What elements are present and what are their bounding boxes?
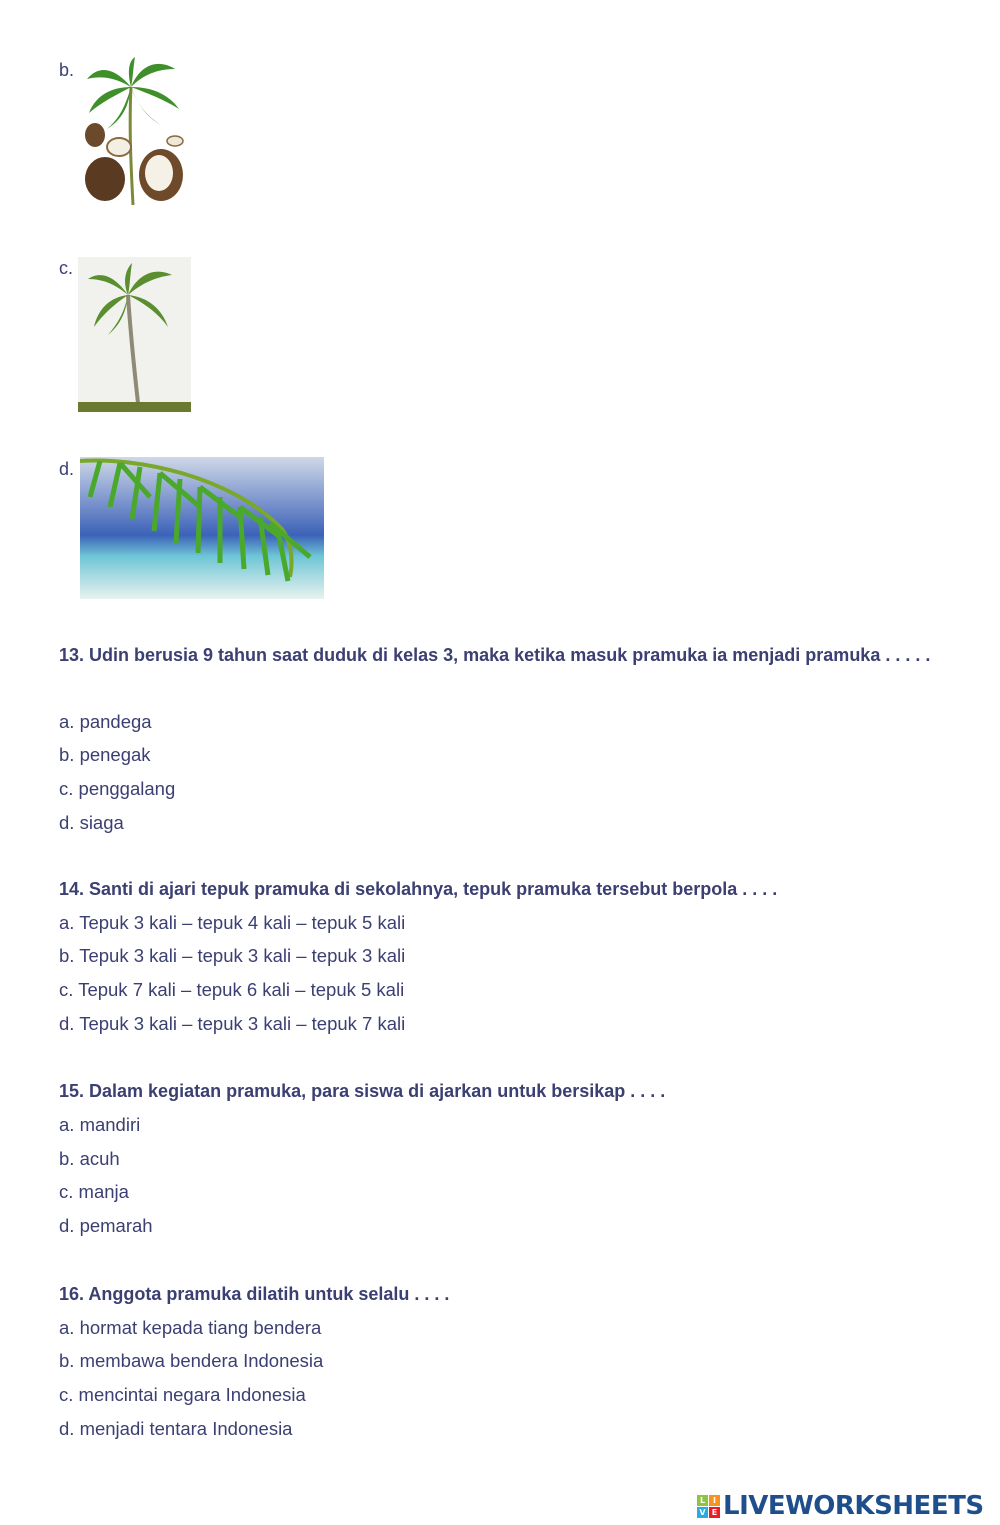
image-option-b-label: b. bbox=[59, 60, 75, 80]
q15-option-c[interactable]: c. manja bbox=[59, 1181, 129, 1202]
q14-option-d[interactable]: d. Tepuk 3 kali – tepuk 3 kali – tepuk 7 kali bbox=[59, 1013, 406, 1034]
logo-letter-v: V bbox=[697, 1507, 708, 1518]
q13-option-a[interactable]: a. pandega bbox=[59, 711, 152, 732]
q16-option-c[interactable]: c. mencintai negara Indonesia bbox=[59, 1384, 306, 1405]
q14-option-a[interactable]: a. Tepuk 3 kali – tepuk 4 kali – tepuk 5 kali bbox=[59, 912, 406, 933]
question-13-text: 13. Udin berusia 9 tahun saat duduk di kelas 3, maka ketika masuk pramuka ia menjadi pramuka . . . . . bbox=[59, 645, 931, 665]
logo-grid-icon bbox=[697, 1495, 720, 1518]
image-option-c-label: c. bbox=[59, 258, 74, 278]
q13-option-b[interactable]: b. penegak bbox=[59, 744, 151, 765]
q14-option-c[interactable]: c. Tepuk 7 kali – tepuk 6 kali – tepuk 5 kali bbox=[59, 979, 405, 1000]
q16-option-b[interactable]: b. membawa bendera Indonesia bbox=[59, 1350, 324, 1371]
q15-option-d[interactable]: d. pemarah bbox=[59, 1215, 153, 1236]
question-14-text: 14. Santi di ajari tepuk pramuka di sekolahnya, tepuk pramuka tersebut berpola . . . . bbox=[59, 879, 778, 899]
q13-option-d[interactable]: d. siaga bbox=[59, 812, 124, 833]
logo-letter-l: L bbox=[697, 1495, 708, 1506]
q15-option-b[interactable]: b. acuh bbox=[59, 1148, 120, 1169]
palm-leaf-sea-photo bbox=[80, 457, 324, 599]
coconut-tree-illustration bbox=[79, 57, 191, 212]
logo-letter-i: I bbox=[709, 1495, 720, 1506]
logo-letter-e: E bbox=[709, 1507, 720, 1518]
image-option-d-label: d. bbox=[59, 459, 75, 479]
q13-option-c[interactable]: c. penggalang bbox=[59, 778, 176, 799]
q16-option-a[interactable]: a. hormat kepada tiang bendera bbox=[59, 1317, 322, 1338]
q14-option-b[interactable]: b. Tepuk 3 kali – tepuk 3 kali – tepuk 3 kali bbox=[59, 945, 406, 966]
question-16-text: 16. Anggota pramuka dilatih untuk selalu . . . . bbox=[59, 1284, 450, 1304]
q15-option-a[interactable]: a. mandiri bbox=[59, 1114, 141, 1135]
liveworksheets-logo bbox=[697, 1491, 984, 1521]
logo-text: LIVEWORKSHEETS bbox=[723, 1491, 984, 1521]
question-15-text: 15. Dalam kegiatan pramuka, para siswa di ajarkan untuk bersikap . . . . bbox=[59, 1081, 666, 1101]
q16-option-d[interactable]: d. menjadi tentara Indonesia bbox=[59, 1418, 293, 1439]
coconut-palm-photo bbox=[78, 257, 191, 412]
